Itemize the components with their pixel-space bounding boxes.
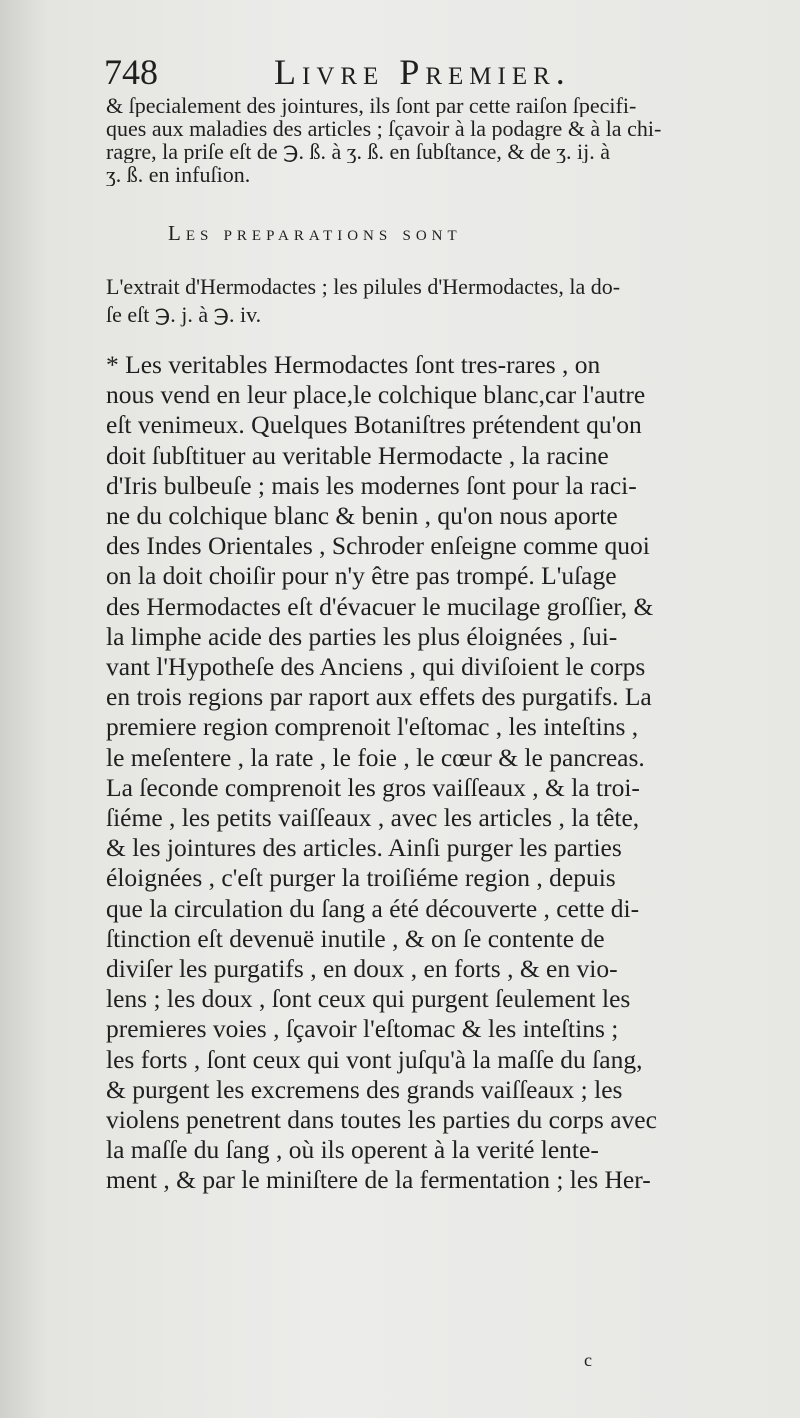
text-line: violens penetrent dans toutes les parties du corps avec xyxy=(106,1105,657,1135)
text-line: le meſentere , la rate , le foie , le cœur & le pancreas. xyxy=(106,742,645,772)
text-line: que la circulation du ſang a été découverte , cette di- xyxy=(106,893,640,923)
text-line: éloignées , c'eſt purger la troiſiéme region , depuis xyxy=(106,863,616,893)
preparations-paragraph xyxy=(106,273,756,329)
text-line: premieres voies , ſçavoir l'eſtomac & les inteſtins ; xyxy=(106,1014,619,1044)
text-line: doit ſubſtituer au veritable Hermodacte , la racine xyxy=(106,440,609,470)
text-line: ques aux maladies des articles ; ſçavoir à la podagre & à la chi- xyxy=(106,117,662,140)
page-number: 748 xyxy=(104,52,158,92)
text-line: ne du colchique blanc & benin , qu'on nous aporte xyxy=(106,501,618,531)
text-line: ragre, la priſe eſt de ℈. ß. à ʒ. ß. en ſubſtance, & de ʒ. ij. à xyxy=(106,140,611,163)
text-line: ment , & par le miniſtere de la fermentation ; les Her- xyxy=(106,1165,651,1195)
text-line: la maſſe du ſang , où ils operent à la verité lente- xyxy=(106,1135,599,1165)
text-line: d'Iris bulbeuſe ; mais les modernes ſont pour la raci- xyxy=(106,470,637,500)
text-line: ſe eſt ℈. j. à ℈. iv. xyxy=(106,302,262,327)
page-header xyxy=(104,50,624,94)
text-line: ʒ. ß. en infuſion. xyxy=(106,163,251,186)
text-line: les forts , ſont ceux qui vont juſqu'à la maſſe du ſang, xyxy=(106,1044,643,1074)
running-head: Livre Premier. xyxy=(274,52,571,92)
text-line: & purgent les excremens des grands vaiſſeaux ; les xyxy=(106,1074,623,1104)
text-line: lens ; les doux , ſont ceux qui purgent ſeulement les xyxy=(106,984,631,1014)
text-line: L'extrait d'Hermodactes ; les pilules d'Hermodactes, la do- xyxy=(106,274,621,299)
section-heading: Les preparations sont xyxy=(168,221,462,245)
text-line: vant l'Hypotheſe des Anciens , qui diviſoient le corps xyxy=(106,652,646,682)
text-line: nous vend en leur place,le colchique blanc,car l'autre xyxy=(106,380,646,410)
text-line: en trois regions par raport aux effets des purgatifs. La xyxy=(106,682,652,712)
text-line: & ſpecialement des jointures, ils ſont par cette raiſon ſpecifi- xyxy=(106,94,637,117)
text-line: La ſeconde comprenoit les gros vaiſſeaux , & la troi- xyxy=(106,772,640,802)
text-line: eſt venimeux. Quelques Botaniſtres prétendent qu'on xyxy=(106,410,642,440)
signature-mark: c xyxy=(584,1350,592,1370)
text-line: des Indes Orientales , Schroder enſeigne comme quoi xyxy=(106,531,650,561)
text-line: on la doit choiſir pour n'y être pas trompé. L'uſage xyxy=(106,561,617,591)
top-paragraph xyxy=(106,94,756,186)
text-line: * Les veritables Hermodactes ſont tres-rares , on xyxy=(106,350,601,379)
text-line: ſtinction eſt devenuë inutile , & on ſe contente de xyxy=(106,923,605,953)
text-line: premiere region comprenoit l'eſtomac , les inteſtins , xyxy=(106,712,639,742)
text-line: & les jointures des articles. Ainſi purger les parties xyxy=(106,833,622,863)
text-line: diviſer les purgatifs , en doux , en forts , & en vio- xyxy=(106,954,618,984)
main-paragraph xyxy=(106,350,756,1196)
text-line: ſiéme , les petits vaiſſeaux , avec les articles , la tête, xyxy=(106,803,640,833)
text-line: la limphe acide des parties les plus éloignées , ſui- xyxy=(106,621,618,651)
text-line: des Hermodactes eſt d'évacuer le mucilage groſſier, & xyxy=(106,591,654,621)
